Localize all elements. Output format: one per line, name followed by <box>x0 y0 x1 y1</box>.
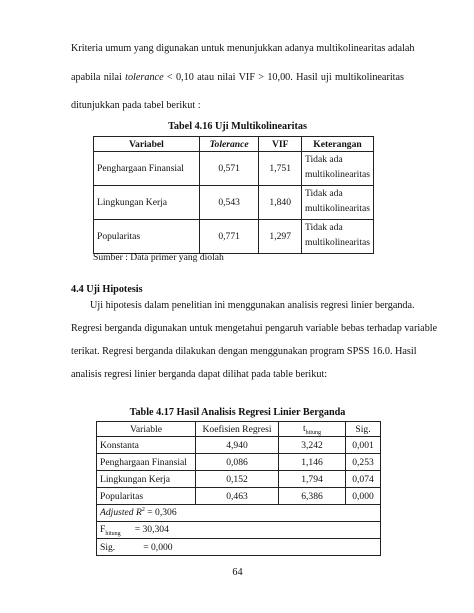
t2-cell-t: 6,386 <box>279 488 346 505</box>
t2-header-sig: Sig. <box>346 422 381 437</box>
t1-cell-variabel: Penghargaan Finansial <box>94 152 200 186</box>
table-row <box>97 454 381 471</box>
t2-cell-sig: 0,253 <box>346 454 381 471</box>
t1-cell-vif: 1,751 <box>259 152 302 186</box>
t2-cell-variable: Konstanta <box>97 437 196 454</box>
table-row <box>94 186 374 220</box>
t2-cell-sig: 0,001 <box>346 437 381 454</box>
t2-cell-koef: 0,152 <box>196 471 279 488</box>
table-row <box>97 437 381 454</box>
table1-caption: Tabel 4.16 Uji Multikolinearitas <box>168 121 307 132</box>
t2-cell-koef: 4,940 <box>196 437 279 454</box>
multicollinearity-table <box>93 136 374 254</box>
section-para-line-4: analisis regresi linier berganda dapat dilihat pada table berikut: <box>71 369 328 380</box>
t2-cell-sig: 0,000 <box>346 488 381 505</box>
t2-header-variable: Variable <box>97 422 196 437</box>
table2-caption: Table 4.17 Hasil Analisis Regresi Linier Berganda <box>129 407 346 418</box>
t2-cell-variable: Popularitas <box>97 488 196 505</box>
t1-cell-vif: 1,297 <box>259 220 302 254</box>
section-heading: 4.4 Uji Hipotesis <box>71 284 143 295</box>
t1-header-tolerance: Tolerance <box>199 137 259 152</box>
section-para-line-3: terikat. Regresi berganda dilakukan dengan menggunakan program SPSS 16.0. Hasil <box>71 346 417 357</box>
t2-header-t-hitung: $t_{hitung}$ <box>279 422 346 437</box>
t2-cell-koef: 0,463 <box>196 488 279 505</box>
t2-cell-variable: Lingkungan Kerja <box>97 471 196 488</box>
sig-summary: Sig. = 0,000 <box>97 539 381 556</box>
table-row <box>97 488 381 505</box>
t1-cell-variabel: Lingkungan Kerja <box>94 186 200 220</box>
t1-cell-keterangan: Tidak ada multikolinearitas <box>301 152 373 186</box>
t2-header-koefisien: Koefisien Regresi <box>196 422 279 437</box>
t1-cell-tolerance: 0,571 <box>199 152 259 186</box>
t2-cell-koef: 0,086 <box>196 454 279 471</box>
regression-table <box>96 421 381 556</box>
t1-header-keterangan: Keterangan <box>301 137 373 152</box>
section-para-line-1: Uji hipotesis dalam penelitian ini menggunakan analisis regresi linier berganda. <box>90 300 415 311</box>
t1-cell-variabel: Popularitas <box>94 220 200 254</box>
t1-cell-keterangan: Tidak ada multikolinearitas <box>301 220 373 254</box>
t1-cell-keterangan: Tidak ada multikolinearitas <box>301 186 373 220</box>
table1-source: Sumber : Data primer yang diolah <box>93 252 224 263</box>
page-number: 64 <box>232 567 243 578</box>
adjusted-r-squared: Adjusted $R^2 = 0,306$ <box>97 505 381 522</box>
t2-cell-sig: 0,074 <box>346 471 381 488</box>
t2-cell-t: 1,794 <box>279 471 346 488</box>
section-para-line-2: Regresi berganda digunakan untuk mengetahui pengaruh variable bebas terhadap variable <box>71 323 438 334</box>
intro-line-3: ditunjukkan pada tabel berikut : <box>71 100 201 111</box>
intro-line-2: apabila nilai tolerance < 0,10 atau nilai VIF > 10,00. Hasil uji multikolinearitas <box>71 72 404 83</box>
t1-header-vif: VIF <box>259 137 302 152</box>
t2-cell-t: 1,146 <box>279 454 346 471</box>
f-hitung: $F_{hitung} = 30,304$ <box>97 522 381 539</box>
t1-header-variabel: Variabel <box>94 137 200 152</box>
t1-cell-tolerance: 0,771 <box>199 220 259 254</box>
t1-cell-vif: 1,840 <box>259 186 302 220</box>
table-row <box>97 471 381 488</box>
intro-line-1: Kriteria umum yang digunakan untuk menunjukkan adanya multikolinearitas adalah <box>71 43 415 54</box>
t2-cell-variable: Penghargaan Finansial <box>97 454 196 471</box>
t2-cell-t: 3,242 <box>279 437 346 454</box>
t1-cell-tolerance: 0,543 <box>199 186 259 220</box>
table-row <box>94 152 374 186</box>
table-row <box>94 220 374 254</box>
